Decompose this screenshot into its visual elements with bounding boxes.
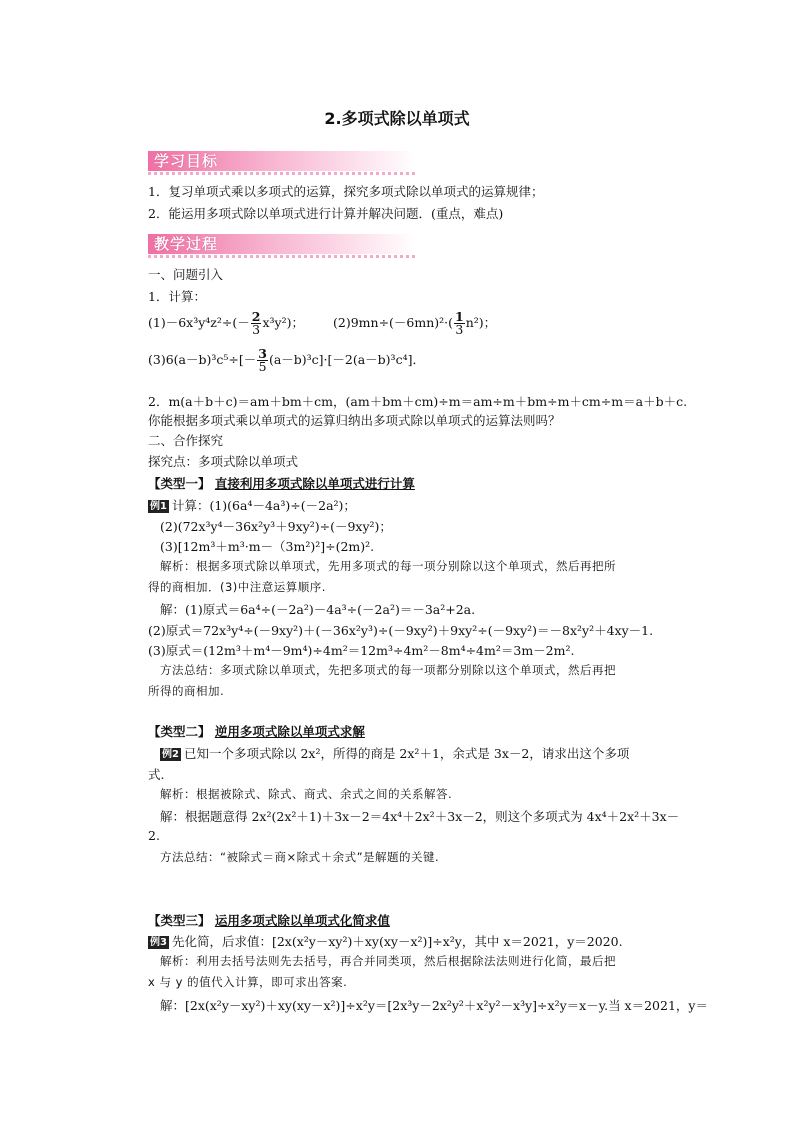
type1-line1	[148, 496, 356, 514]
goals-banner-label: 学习目标	[154, 152, 219, 170]
page-title: 2.多项式除以单项式	[324, 109, 470, 128]
fraction: $\frac{3}{5}$	[258, 346, 267, 374]
type1-sol2: (2)原式＝72x³y⁴÷(－9xy²)＋(－36x²y³)÷(－9xy²)＋9xy²÷(－9xy²)＝－8x²y²＋4xy－1.	[148, 623, 654, 638]
expr-2	[333, 311, 496, 336]
type2-summary: 方法总结：“被除式＝商×除式＋余式”是解题的关键.	[160, 850, 440, 864]
type1-sol1: 解：(1)原式＝6a⁴÷(－2a²)－4a³÷(－2a²)＝－3a²+2a.	[160, 602, 476, 617]
type1-line1-text: 计算：(1)(6a⁴－4a³)÷(－2a²)；	[171, 498, 356, 513]
type2-title: 逆用多项式除以单项式求解	[214, 724, 365, 739]
expr-3	[148, 348, 425, 373]
expr-2-pre: (2)9mn÷(－6mn)²·(	[333, 315, 454, 330]
expr-3-post: (a－b)³c]·[－2(a－b)³c⁴]．	[268, 352, 425, 367]
goal-item-2: 2．能运用多项式除以单项式进行计算并解决问题．(重点，难点)	[148, 206, 504, 221]
type1-analysis-1: 解析：根据多项式除以单项式，先用多项式的每一项分别除以这个单项式，然后再把所	[160, 559, 616, 573]
type3-heading	[148, 911, 390, 929]
explore-heading: 二、合作探究	[148, 433, 224, 448]
type1-sol3: (3)原式＝(12m³＋m⁴－9m⁴)÷4m²＝12m³÷4m²－8m⁴÷4m²＝3m－2m².	[148, 643, 575, 658]
type1-title: 直接利用多项式除以单项式进行计算	[214, 476, 415, 491]
type1-line3: (3)[12m³＋m³·m－（3m²)²]÷(2m)².	[160, 539, 375, 554]
type2-heading	[148, 722, 365, 740]
type3-title: 运用多项式除以单项式化简求值	[214, 913, 390, 928]
intro-q1: 1．计算：	[148, 289, 206, 304]
type2-line2: 式.	[148, 767, 165, 782]
type2-label: 【类型二】	[148, 724, 211, 739]
type1-line2: (2)(72x³y⁴－36x²y³＋9xy²)÷(－9xy²)；	[160, 519, 392, 534]
type1-heading	[148, 474, 415, 492]
expr-3-pre: (3)6(a－b)³c⁵÷[－	[148, 352, 257, 367]
type2-analysis: 解析：根据被除式、除式、商式、余式之间的关系解答.	[160, 787, 453, 801]
type1-summary-1: 方法总结：多项式除以单项式，先把多项式的每一项都分别除以这个单项式，然后再把	[160, 663, 616, 677]
type1-label: 【类型一】	[148, 476, 211, 491]
expr-1-post: x³y²)；	[262, 315, 304, 330]
expr-2-post: n²)；	[465, 315, 497, 330]
expr-1-pre: (1)－6x³y⁴z²÷(－	[148, 315, 250, 330]
type1-analysis-2: 得的商相加．(3)中注意运算顺序.	[148, 580, 326, 594]
type2-line1	[160, 744, 629, 762]
type3-line1-text: 先化简，后求值：[2x(x²y－xy²)＋xy(xy－x²)]÷x²y，其中 x＝2021，y＝2020.	[171, 934, 623, 949]
intro-heading: 一、问题引入	[148, 267, 224, 282]
type2-line1-text: 已知一个多项式除以 2x²，所得的商是 2x²＋1，余式是 3x－2，请求出这个多项	[183, 746, 630, 761]
explore-point: 探究点：多项式除以单项式	[148, 454, 299, 469]
example-2-badge: 例2	[162, 749, 179, 760]
fraction: $\frac{1}{3}$	[455, 309, 464, 337]
intro-question: 你能根据多项式乘以单项式的运算归纳出多项式除以单项式的运算法则吗？	[148, 413, 561, 428]
type1-summary-2: 所得的商相加.	[148, 684, 225, 698]
type3-sol1: 解：[2x(x²y－xy²)＋xy(xy－x²)]÷x²y＝[2x³y－2x²y²＋x²y²－x³y]÷x²y＝x－y.当 x＝2021，y＝	[160, 998, 708, 1013]
type3-analysis-1: 解析：利用去括号法则先去括号，再合并同类项，然后根据除法法则进行化简，最后把	[160, 954, 616, 968]
goal-item-1: 1．复习单项式乘以多项式的运算，探究多项式除以单项式的运算规律；	[148, 184, 544, 199]
process-banner	[148, 234, 416, 254]
intro-q2: 2．m(a＋b＋c)＝am＋bm＋cm，(am＋bm＋cm)÷m＝am÷m＋bm÷m＋cm÷m＝a＋b＋c.	[148, 394, 688, 409]
type3-label: 【类型三】	[148, 913, 211, 928]
goals-banner	[148, 151, 416, 171]
process-banner-label: 教学过程	[154, 235, 219, 253]
type2-sol1: 解：根据题意得 2x²(2x²＋1)＋3x－2＝4x⁴＋2x²＋3x－2，则这个多项式为 4x⁴＋2x²＋3x－	[160, 809, 680, 824]
type2-sol2: 2.	[148, 828, 160, 843]
type3-analysis-2: x 与 y 的值代入计算，即可求出答案.	[148, 975, 348, 989]
type3-line1	[148, 932, 623, 950]
expr-1	[148, 311, 304, 336]
example-3-badge: 例3	[150, 937, 167, 948]
example-1-badge: 例1	[150, 501, 167, 512]
fraction: $\frac{2}{3}$	[251, 309, 261, 337]
